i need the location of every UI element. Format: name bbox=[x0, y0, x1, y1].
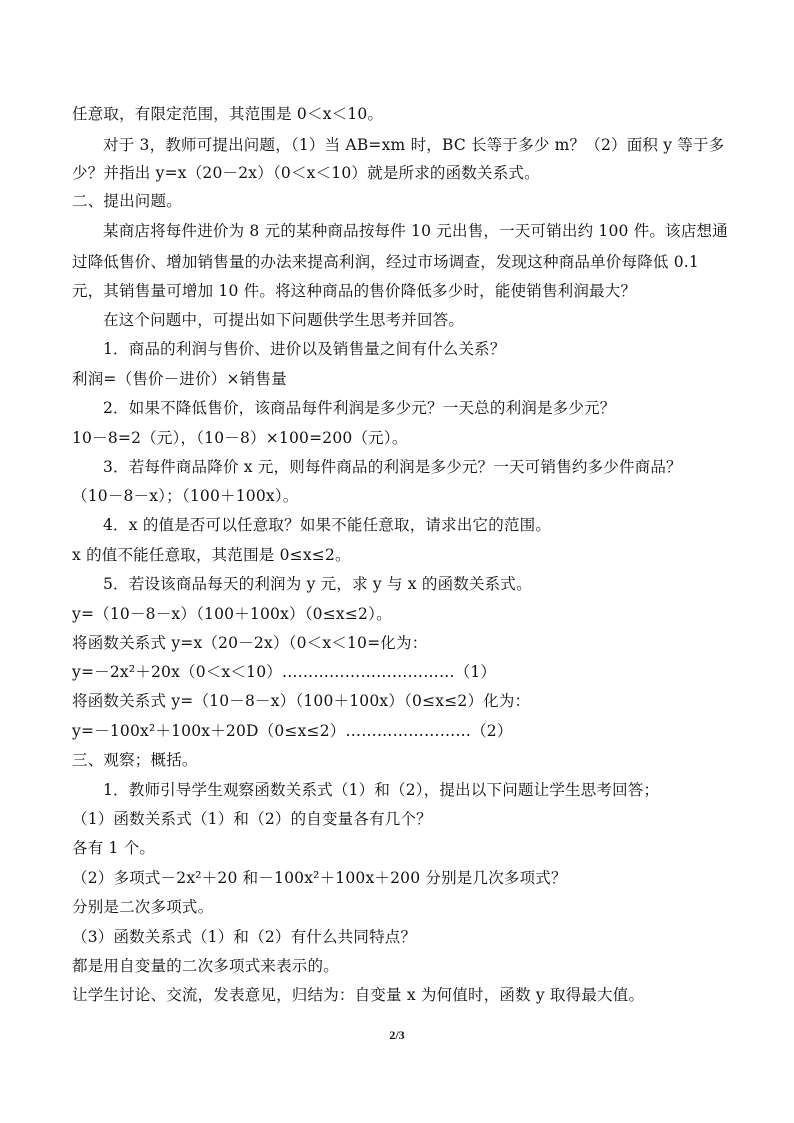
formula-intro-line: 将函数关系式 y=x（20－2x）（0＜x＜10=化为： bbox=[72, 634, 428, 652]
answer-line: 分别是二次多项式。 bbox=[72, 898, 214, 916]
answer-line: （10－8－x）；（100＋100x）。 bbox=[72, 487, 299, 505]
formula-line: y=－100x²＋100x＋20D（0≤x≤2）……………………（2） bbox=[72, 722, 513, 740]
paragraph-line: 过降低售价、增加销售量的办法来提高利润，经过市场调查，发现这种商品单价每降低 0.1 bbox=[72, 253, 699, 271]
paragraph-line: 任意取，有限定范围，其范围是 0＜x＜10。 bbox=[72, 105, 384, 123]
question-line: 3．若每件商品降价 x 元，则每件商品的利润是多少元？一天可销售约多少件商品？ bbox=[103, 458, 682, 476]
formula-line: y=－2x²＋20x（0＜x＜10）……………………………（1） bbox=[72, 663, 497, 681]
question-line: 1．商品的利润与售价、进价以及销售量之间有什么关系？ bbox=[103, 340, 506, 358]
section-heading: 三、观察；概括。 bbox=[72, 751, 198, 769]
question-line: 2．如果不降低售价，该商品每件利润是多少元？一天总的利润是多少元？ bbox=[103, 399, 616, 417]
answer-line: 利润=（售价－进价）×销售量 bbox=[72, 370, 287, 388]
answer-line: 10－8=2（元），（10－8）×100=200（元）。 bbox=[72, 429, 408, 447]
question-line: 1．教师引导学生观察函数关系式（1）和（2），提出以下问题让学生思考回答； bbox=[103, 781, 660, 799]
paragraph-line: 对于 3，教师可提出问题，（1）当 AB=xm 时，BC 长等于多少 m？（2）面积 y 等于多 bbox=[103, 136, 725, 154]
question-line: （1）函数关系式（1）和（2）的自变量各有几个？ bbox=[72, 810, 432, 828]
question-line: 4．x 的值是否可以任意取？如果不能任意取，请求出它的范围。 bbox=[103, 516, 552, 534]
paragraph-line: 元，其销售量可增加 10 件。将这种商品的售价降低多少时，能使销售利润最大？ bbox=[72, 282, 637, 300]
paragraph-line: 在这个问题中，可提出如下问题供学生思考并回答。 bbox=[103, 311, 465, 329]
answer-line: y=（10－8－x）（100＋100x）（0≤x≤2）。 bbox=[72, 605, 392, 623]
question-line: （3）函数关系式（1）和（2）有什么共同特点？ bbox=[72, 928, 417, 946]
paragraph-line: 少？并指出 y=x（20－2x）（0＜x＜10）就是所求的函数关系式。 bbox=[72, 164, 540, 182]
question-line: （2）多项式－2x²＋20 和－100x²＋100x＋200 分别是几次多项式？ bbox=[72, 869, 567, 887]
question-line: 5．若设该商品每天的利润为 y 元，求 y 与 x 的函数关系式。 bbox=[103, 575, 532, 593]
answer-line: x 的值不能任意取，其范围是 0≤x≤2。 bbox=[72, 546, 351, 564]
formula-intro-line: 将函数关系式 y=（10－8－x）（100＋100x）（0≤x≤2）化为： bbox=[72, 692, 531, 710]
paragraph-line: 让学生讨论、交流，发表意见，归结为：自变量 x 为何值时，函数 y 取得最大值。 bbox=[72, 986, 645, 1004]
answer-line: 各有 1 个。 bbox=[72, 839, 156, 857]
section-heading: 二、提出问题。 bbox=[72, 192, 182, 210]
paragraph-line: 某商店将每件进价为 8 元的某种商品按每件 10 元出售，一天可销出约 100 件。该店想通 bbox=[103, 222, 728, 240]
answer-line: 都是用自变量的二次多项式来表示的。 bbox=[72, 957, 339, 975]
page-number: 2/3 bbox=[389, 1028, 405, 1042]
